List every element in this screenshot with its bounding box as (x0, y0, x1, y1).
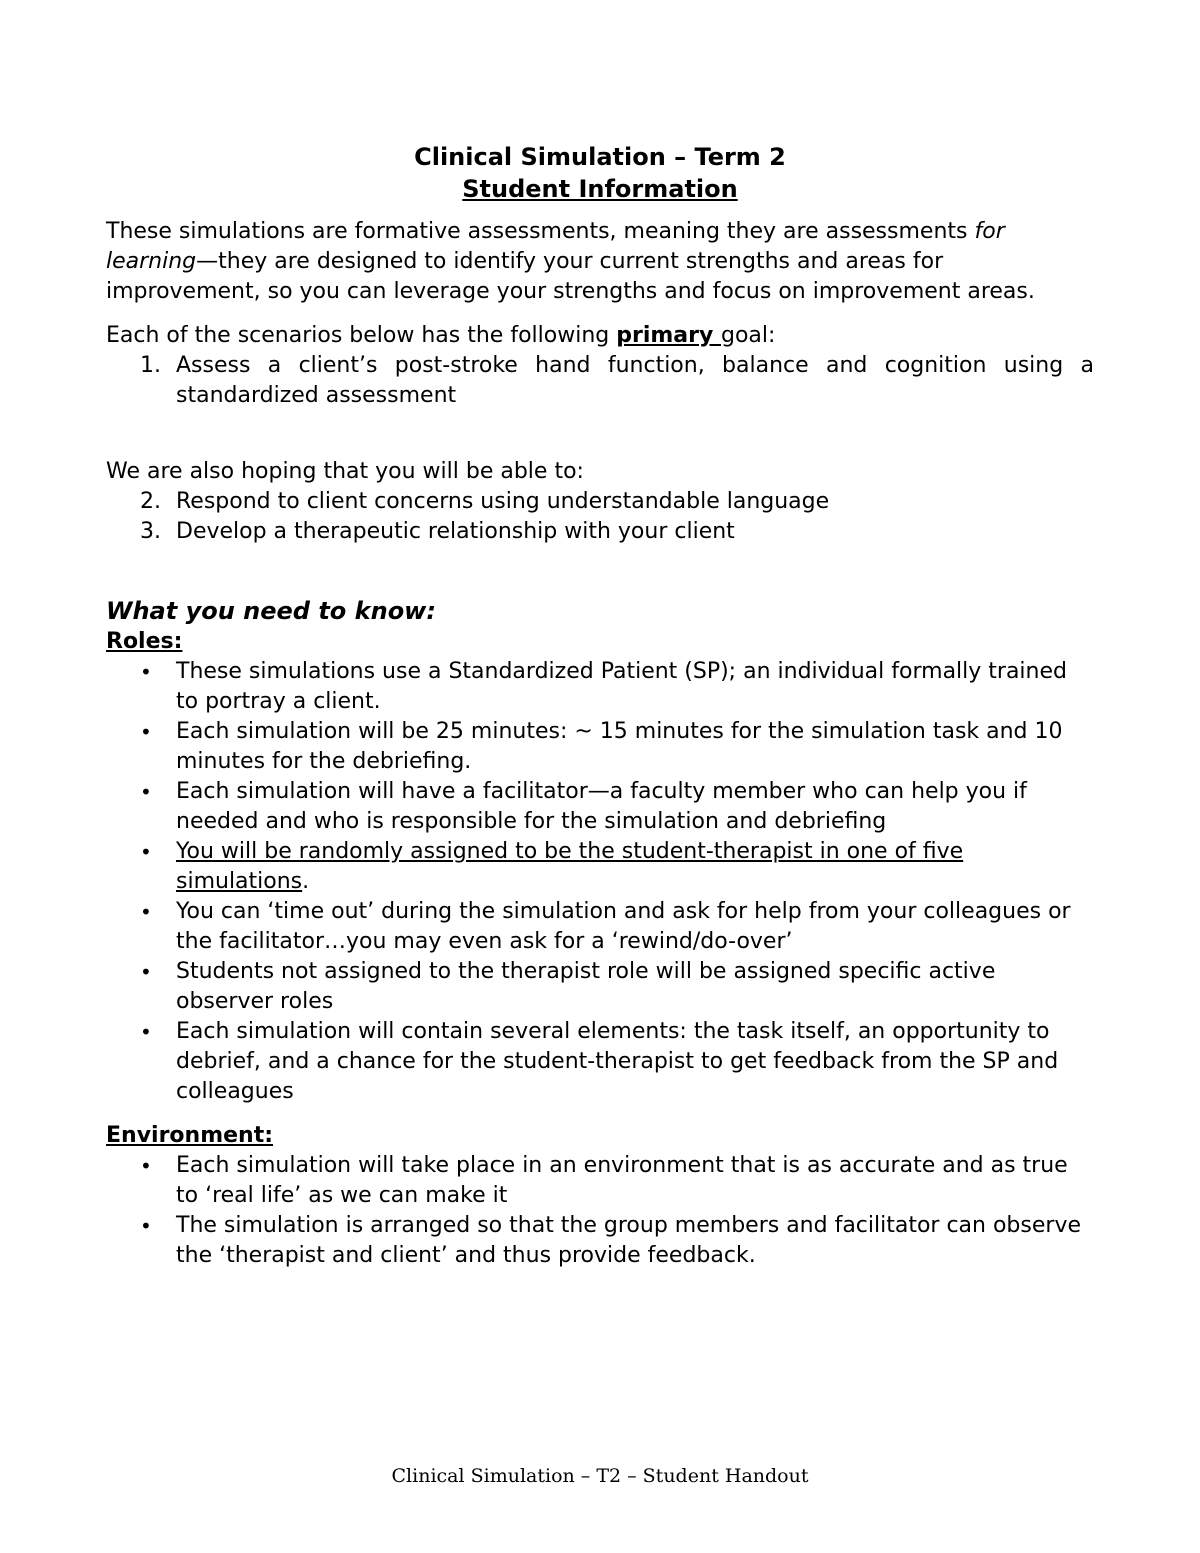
document-page (106, 141, 1094, 1271)
document-subtitle (106, 173, 1094, 205)
document-title: Clinical Simulation – Term 2 (414, 143, 786, 171)
roles-heading: Roles: (106, 629, 183, 654)
bullet-icon: • (140, 1214, 152, 1238)
bullet-icon: • (140, 660, 152, 684)
list-item-tail: . (302, 869, 310, 894)
list-item-text: Each simulation will take place in an environment that is as accurate and as true to ‘real life’ as we can make it (176, 1153, 1068, 1208)
list-marker: 2. (140, 489, 161, 514)
bullet-icon: • (140, 1020, 152, 1044)
goal-line-after: goal: (721, 323, 776, 348)
roles-list (106, 657, 1094, 1107)
list-item (106, 957, 1094, 1017)
list-item (106, 487, 1094, 517)
bullet-icon: • (140, 960, 152, 984)
list-item (106, 1017, 1094, 1107)
primary-goal-list (106, 351, 1094, 411)
bullet-icon: • (140, 1154, 152, 1178)
list-item-text: Students not assigned to the therapist role will be assigned specific active observer roles (176, 959, 996, 1014)
list-item-text: These simulations use a Standardized Patient (SP); an individual formally trained to portray a client. (176, 659, 1067, 714)
goal-line-emph: primary (616, 323, 721, 348)
list-item-text: Each simulation will contain several elements: the task itself, an opportunity to debrief, and a chance for the student-therapist to get feedback from the SP and colleagues (176, 1019, 1059, 1104)
need-to-know-heading: What you need to know: (106, 597, 436, 625)
list-item-text: Each simulation will be 25 minutes: ~ 15 minutes for the simulation task and 10 minutes for the debriefing. (176, 719, 1063, 774)
intro-part2: —they are designed to identify your current strengths and areas for improvement, so you can leverage your strengths and focus on improvement areas. (106, 249, 1035, 304)
intro-italic: for learning (106, 219, 1005, 274)
environment-list (106, 1151, 1094, 1271)
goal-line-before: Each of the scenarios below has the following (106, 323, 617, 348)
list-marker: 1. (140, 353, 161, 378)
list-item (106, 837, 1094, 897)
list-item (106, 1211, 1094, 1271)
goal-line (106, 321, 1094, 351)
bullet-icon: • (140, 840, 152, 864)
intro-part1: These simulations are formative assessments, meaning they are assessments (106, 219, 975, 244)
bullet-icon: • (140, 780, 152, 804)
list-item (106, 517, 1094, 547)
list-item-text: Each simulation will have a facilitator—a faculty member who can help you if needed and who is responsible for the simulation and debriefing (176, 779, 1027, 834)
secondary-goal-list (106, 487, 1094, 547)
list-item-text: Assess a client’s post-stroke hand function, balance and cognition using a standardized assessment (176, 353, 1094, 408)
list-marker: 3. (140, 519, 161, 544)
list-item (106, 897, 1094, 957)
list-item-text: Respond to client concerns using understandable language (176, 489, 830, 514)
list-item-text: The simulation is arranged so that the group members and facilitator can observe the ‘therapist and client’ and thus provide feedback. (176, 1213, 1081, 1268)
list-item-underlined-text: You will be randomly assigned to be the student-therapist in one of five simulations (176, 839, 964, 894)
bullet-icon: • (140, 720, 152, 744)
page-footer: Clinical Simulation – T2 – Student Handout (391, 1465, 809, 1487)
list-item (106, 351, 1094, 411)
bullet-icon: • (140, 900, 152, 924)
list-item-text: Develop a therapeutic relationship with your client (176, 519, 735, 544)
list-item-text: You can ‘time out’ during the simulation and ask for help from your colleagues or the facilitator…you may even ask for a ‘rewind/do-over’ (176, 899, 1071, 954)
subtitle-text: Student Information (462, 175, 738, 203)
intro-paragraph (106, 217, 1094, 307)
list-item (106, 657, 1094, 717)
list-item (106, 777, 1094, 837)
environment-heading: Environment: (106, 1123, 274, 1148)
list-item (106, 717, 1094, 777)
list-item (106, 1151, 1094, 1211)
hoping-line: We are also hoping that you will be able to: (106, 459, 584, 484)
